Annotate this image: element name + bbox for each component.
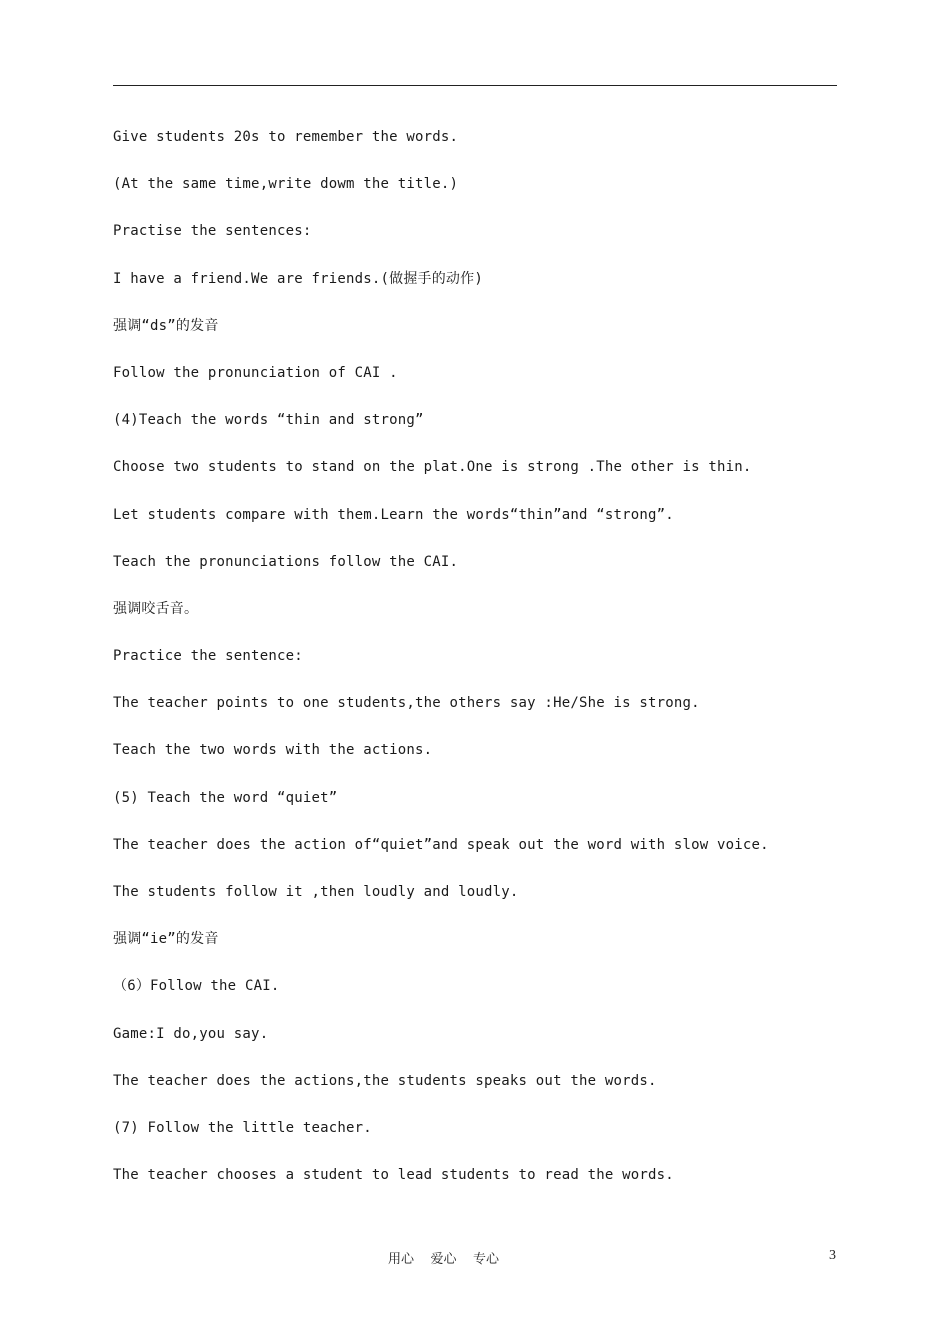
text-line: (4)Teach the words “thin and strong” xyxy=(113,412,424,429)
text-line: The teacher chooses a student to lead students to read the words. xyxy=(113,1167,674,1184)
text-line: Give students 20s to remember the words. xyxy=(113,129,459,145)
document-body xyxy=(113,126,837,1211)
text-line: (At the same time,write dowm the title.) xyxy=(113,176,459,193)
footer-motto: 用心 爱心 专心 xyxy=(388,1252,500,1267)
text-line: The teacher does the action of“quiet”and speak out the word with slow voice. xyxy=(113,836,769,853)
text-line: I have a friend.We are friends.(做握手的动作) xyxy=(113,270,483,287)
header-rule xyxy=(113,85,837,86)
text-line: Follow the pronunciation of CAI . xyxy=(113,364,398,381)
text-line: Teach the two words with the actions. xyxy=(113,742,433,759)
text-line: 强调咬舌音。 xyxy=(113,600,199,617)
page-footer xyxy=(0,1248,950,1268)
text-line: Choose two students to stand on the plat.One is strong .The other is thin. xyxy=(113,459,752,476)
text-line: The teacher does the actions,the students speaks out the words. xyxy=(113,1072,657,1089)
page-number: 3 xyxy=(829,1248,836,1263)
text-line: Teach the pronunciations follow the CAI. xyxy=(113,553,459,570)
text-line: (5) Teach the word “quiet” xyxy=(113,789,338,806)
text-line: Game:I do,you say. xyxy=(113,1025,269,1042)
text-line: The students follow it ,then loudly and loudly. xyxy=(113,884,519,900)
text-line: Let students compare with them.Learn the words“thin”and “strong”. xyxy=(113,506,674,523)
text-line: 强调“ds”的发音 xyxy=(113,317,219,334)
text-line: Practise the sentences: xyxy=(113,223,312,240)
text-line: (7) Follow the little teacher. xyxy=(113,1119,372,1136)
text-line: The teacher points to one students,the others say :He/She is strong. xyxy=(113,695,700,712)
text-line: （6）Follow the CAI. xyxy=(113,978,280,995)
text-line: 强调“ie”的发音 xyxy=(113,931,219,948)
text-line: Practice the sentence: xyxy=(113,648,303,665)
